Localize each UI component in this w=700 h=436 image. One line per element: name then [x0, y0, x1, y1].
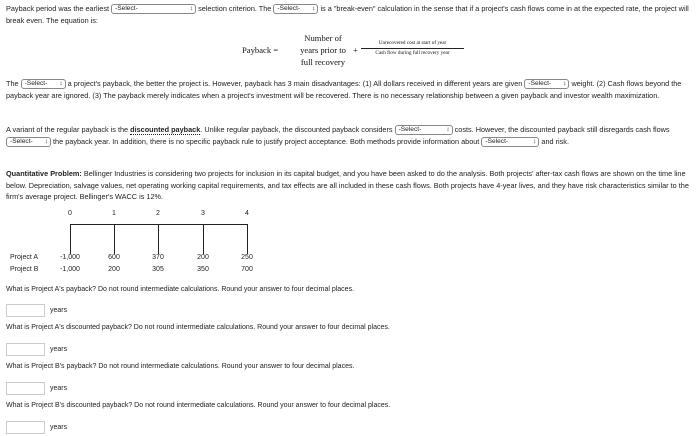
dpb-text-5: and risk. [541, 136, 569, 146]
disadv-text-2: a project's payback, the better the project is. However, payback has 3 main disadvantages: (1) All dollars received in different years are given [67, 79, 523, 88]
answer-row-b-payback [6, 382, 67, 395]
problem-text: Bellinger Industries is considering two projects for inclusion in its capital budget, and you have been asked to do the analysis. Both projects' after-tax cash flows are shown on the time line below. Depreciation, salvage values, net operating working capital requirements, and tax effects are all included in these cash flows. Both projects have 4-year lives, and they have risk characteristics similar to the firm's average project. Bellinger's WACC is 12%. [6, 169, 689, 202]
answer-unit: years [50, 307, 68, 314]
answer-row-a-payback [6, 304, 67, 317]
project-a-cf-2: 370 [152, 254, 164, 261]
timeline-tick-2 [158, 224, 159, 254]
intro-text-3: is a "break-even" calculation in the sense that if a project's cash flows come in at the expected rate, the project will break even. The equation is: [6, 4, 689, 25]
dpb-text-2: . Unlike regular payback, the discounted payback considers [200, 125, 393, 134]
answer-input-b-payback[interactable] [6, 382, 45, 395]
project-b-cf-2: 305 [152, 266, 164, 273]
project-b-cf-4: 700 [241, 266, 253, 273]
disadvantages-paragraph [6, 78, 694, 101]
project-b-label: Project B [10, 266, 39, 273]
project-a-label: Project A [10, 254, 39, 261]
formula-plus: + [353, 45, 358, 55]
payback-formula [0, 32, 700, 70]
timeline-tick-4 [247, 224, 248, 254]
select-shorter-longer[interactable]: -Select- ↕ [21, 79, 66, 89]
question-b-payback: What is Project B's payback? Do not round intermediate calculations. Round your answer to four decimal places. [6, 363, 355, 370]
select-weight[interactable]: -Select- ↕ [524, 79, 569, 89]
cash-flow-timeline [0, 210, 700, 280]
problem-label: Quantitative Problem: [6, 169, 82, 178]
project-b-cf-1: 200 [108, 266, 120, 273]
formula-years-prior-to: years prior to [300, 45, 346, 55]
year-label-0: 0 [68, 210, 72, 217]
project-a-cf-4: 250 [241, 254, 253, 261]
disadv-text-1: The [6, 79, 19, 88]
timeline-tick-1 [114, 224, 115, 254]
dpb-text-4: the payback year. In addition, there is no specific payback rule to justify project acceptance. Both methods provide information about [53, 136, 480, 146]
answer-unit: years [50, 346, 68, 353]
quantitative-problem [6, 168, 694, 203]
formula-full-recovery: full recovery [300, 57, 346, 67]
answer-unit: years [50, 424, 68, 431]
project-a-cf-3: 200 [197, 254, 209, 261]
dpb-text-1: A variant of the regular payback is the [6, 125, 129, 134]
intro-text-1: Payback period was the earliest [6, 4, 110, 13]
formula-number-of: Number of [304, 33, 342, 43]
project-b-cf-0: -1,000 [60, 266, 80, 273]
year-label-3: 3 [201, 210, 205, 217]
answer-unit: years [50, 385, 68, 392]
question-a-discounted-payback: What is Project A's discounted payback? Do not round intermediate calculations. Round your answer to four decimal places. [6, 324, 390, 331]
formula-lhs: Payback = [242, 45, 279, 55]
answer-row-a-discounted [6, 343, 67, 356]
answer-input-a-payback[interactable] [6, 304, 45, 317]
intro-text-2: selection criterion. The [198, 4, 272, 13]
select-beyond[interactable]: -Select- ↕ [6, 137, 51, 147]
timeline-tick-0 [70, 224, 71, 254]
project-a-cf-0: -1,000 [60, 254, 80, 261]
intro-paragraph [6, 3, 694, 26]
year-label-4: 4 [245, 210, 249, 217]
question-a-payback: What is Project A's payback? Do not round intermediate calculations. Round your answer to four decimal places. [6, 286, 355, 293]
select-earliest-criterion[interactable]: -Select- ↕ [111, 4, 196, 14]
formula-fraction-bar [361, 48, 464, 49]
project-a-cf-1: 600 [108, 254, 120, 261]
answer-row-b-discounted [6, 421, 67, 434]
discounted-payback-paragraph [6, 124, 694, 147]
discounted-payback-term: discounted payback [130, 125, 201, 134]
disadv-text-3: weight. (2) Cash flows beyond the payback year are ignored. (3) The payback merely indicates when a project's investment will be recovered. There is no necessary relationship between a given payback and investor wealth maximization. [6, 79, 682, 100]
select-capital-costs[interactable]: -Select- ↕ [395, 125, 453, 135]
select-payback-type[interactable]: -Select- ↕ [273, 4, 318, 14]
answer-input-a-discounted[interactable] [6, 343, 45, 356]
formula-years-prior [294, 32, 352, 68]
question-b-discounted-payback: What is Project B's discounted payback? Do not round intermediate calculations. Round your answer to four decimal places. [6, 402, 391, 409]
year-label-2: 2 [156, 210, 160, 217]
answer-input-b-discounted[interactable] [6, 421, 45, 434]
select-liquidity[interactable]: -Select- ↕ [481, 137, 539, 147]
formula-fraction [361, 40, 464, 57]
formula-denominator: Cash flow during full recovery year [375, 50, 450, 56]
dpb-text-3: costs. However, the discounted payback still disregards cash flows [454, 125, 670, 134]
project-b-cf-3: 350 [197, 266, 209, 273]
timeline-tick-3 [203, 224, 204, 254]
formula-numerator: Unrecovered cost at start of year [378, 40, 447, 46]
year-label-1: 1 [112, 210, 116, 217]
